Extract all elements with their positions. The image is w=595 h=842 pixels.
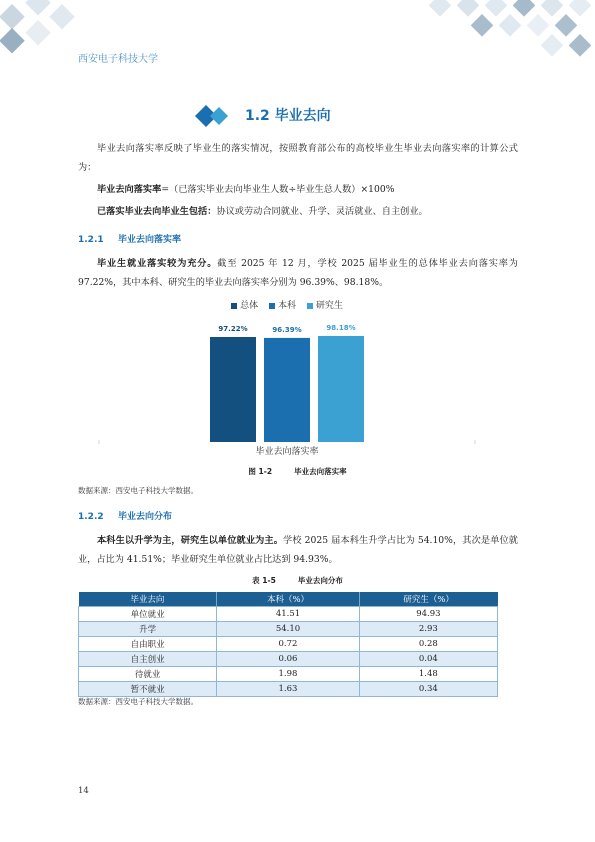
legend-label: 本科 [277,301,296,311]
column-header: 毕业去向 [79,592,217,607]
table-cell: 54.10 [217,622,359,637]
table-number: 表 1-5 [252,576,276,585]
distribution-table [78,592,498,697]
subsection-number: 1.2.2 [78,512,104,522]
column-header: 研究生（%） [359,592,497,607]
table-cell: 0.28 [359,637,497,652]
table-row [79,682,498,697]
section-heading [195,103,405,129]
table-cell: 单位就业 [79,607,217,622]
subsection-number: 1.2.1 [78,235,104,245]
includes-label: 已落实毕业去向毕业生包括： [97,206,217,217]
table-cell: 1.48 [359,667,497,682]
page-number: 14 [78,786,89,796]
subsection-heading-2 [78,509,172,522]
distribution-lead: 本科生以升学为主，研究生以单位就业为主。 [97,535,284,546]
table-cell: 1.98 [217,667,359,682]
intro-paragraph: 毕业去向落实率反映了毕业生的落实情况，按照教育部公布的高校毕业生毕业去向落实率的计算公式为： [78,143,518,173]
distribution-paragraph [78,531,518,569]
figure-number: 图 1-2 [248,467,273,476]
bar-data-label: 98.18% [326,323,356,332]
table-row [79,637,498,652]
distribution-text: 学校 2025 届本科生升学占比为 54.10%，其次是单位就业，占比为 41.51%；毕业研究生单位就业占比达到 94.93%。 [78,535,518,565]
table-cell: 2.93 [359,622,497,637]
bar-2 [318,336,364,442]
bar-data-label: 97.22% [218,325,248,333]
legend-label: 研究生 [315,301,343,311]
diamond-icon [195,103,235,129]
table-source-note: 数据来源：西安电子科技大学数据。 [78,697,198,706]
subsection-title: 毕业去向分布 [118,512,173,522]
table-cell: 0.04 [359,652,497,667]
bar-0 [210,337,256,442]
table-title: 毕业去向分布 [297,576,343,585]
figure-title: 毕业去向落实率 [294,467,347,476]
table-cell: 暂不就业 [79,682,217,697]
table-cell: 自由职业 [79,637,217,652]
includes-line [78,202,518,221]
table-cell: 41.51 [217,607,359,622]
rate-lead: 毕业生就业落实较为充分。 [97,258,218,269]
bar-data-label: 96.39% [272,325,302,334]
table-caption [0,575,595,586]
rate-paragraph [78,254,518,292]
includes-text: 协议或劳动合同就业、升学、灵活就业、自主创业。 [216,206,428,217]
table-row [79,607,498,622]
subsection-heading-1 [78,232,181,245]
formula-line [78,180,518,199]
table-cell: 0.34 [359,682,497,697]
table-cell: 升学 [79,622,217,637]
formula-text: =（已落实毕业去向毕业生人数÷毕业生总人数）×100% [161,184,395,195]
table-cell: 待就业 [79,667,217,682]
table-cell: 自主创业 [79,652,217,667]
x-category-label: 毕业去向落实率 [255,447,319,457]
table-cell: 0.72 [217,637,359,652]
column-header: 本科（%） [217,592,359,607]
table-row [79,622,498,637]
bar-1 [264,338,310,442]
table-row [79,667,498,682]
university-name: 西安电子科技大学 [78,54,158,65]
chart-source-note: 数据来源：西安电子科技大学数据。 [78,486,198,495]
table-cell: 94.93 [359,607,497,622]
subsection-title: 毕业去向落实率 [118,235,182,245]
table-cell: 0.06 [217,652,359,667]
section-title: 1.2 毕业去向 [245,108,331,124]
rate-text: 截至 2025 年 12 月，学校 2025 届毕业生的总体毕业去向落实率为 97.22%，其中本科、研究生的毕业去向落实率分别为 96.39%、98.18%。 [78,258,518,288]
figure-caption [0,466,595,477]
legend-label: 总体 [240,301,259,311]
formula-label: 毕业去向落实率 [97,184,162,195]
rate-bar-chart [97,296,477,461]
table-header-row [79,592,498,607]
table-row [79,652,498,667]
table-cell: 1.63 [217,682,359,697]
chart-plot [97,296,477,461]
